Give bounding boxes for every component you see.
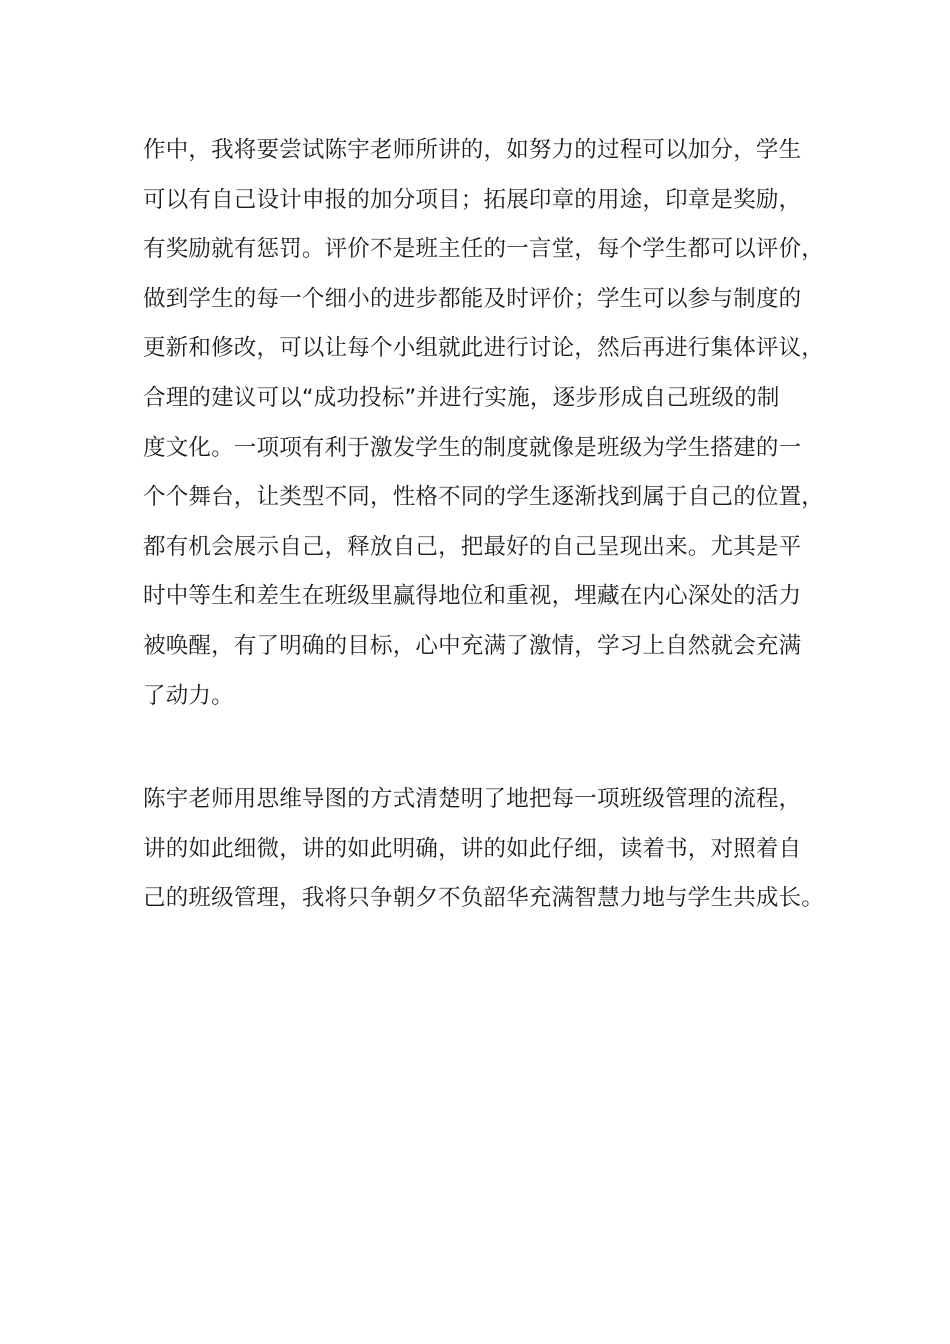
paragraph-line: 度文化。一项项有利于激发学生的制度就像是班级为学生搭建的一 bbox=[143, 434, 802, 461]
paragraph-line: 陈宇老师用思维导图的方式清楚明了地把每一项班级管理的流程， bbox=[143, 786, 802, 812]
paragraph-line: 时中等生和差生在班级里赢得地位和重视，埋藏在内心深处的活力 bbox=[143, 583, 802, 610]
paragraph-line: 做到学生的每一个细小的进步都能及时评价；学生可以参与制度的 bbox=[143, 285, 802, 312]
paragraph-line: 了动力。 bbox=[143, 682, 234, 709]
paragraph-1 bbox=[143, 126, 823, 721]
paragraph-line: 合理的建议可以“成功投标”并进行实施，逐步形成自己班级的制 bbox=[143, 384, 780, 411]
paragraph-line: 可以有自己设计申报的加分项目；拓展印章的用途，印章是奖励， bbox=[143, 186, 802, 213]
paragraph-line: 己的班级管理，我将只争朝夕不负韶华充满智慧力地与学生共成长。 bbox=[143, 885, 825, 912]
paragraph-line: 讲的如此细微，讲的如此明确，讲的如此仔细，读着书，对照着自 bbox=[143, 835, 802, 862]
paragraph-line: 个个舞台，让类型不同，性格不同的学生逐渐找到属于自己的位置， bbox=[143, 484, 825, 511]
paragraph-2 bbox=[143, 775, 823, 924]
paragraph-line: 更新和修改，可以让每个小组就此进行讨论，然后再进行集体评议， bbox=[143, 335, 825, 362]
paragraph-line: 有奖励就有惩罚。评价不是班主任的一言堂，每个学生都可以评价， bbox=[143, 236, 825, 263]
paragraph-line: 被唤醒，有了明确的目标，心中充满了激情，学习上自然就会充满 bbox=[143, 632, 802, 659]
paragraph-line: 都有机会展示自己，释放自己，把最好的自己呈现出来。尤其是平 bbox=[143, 533, 802, 560]
paragraph-line: 作中，我将要尝试陈宇老师所讲的，如努力的过程可以加分，学生 bbox=[143, 137, 802, 163]
